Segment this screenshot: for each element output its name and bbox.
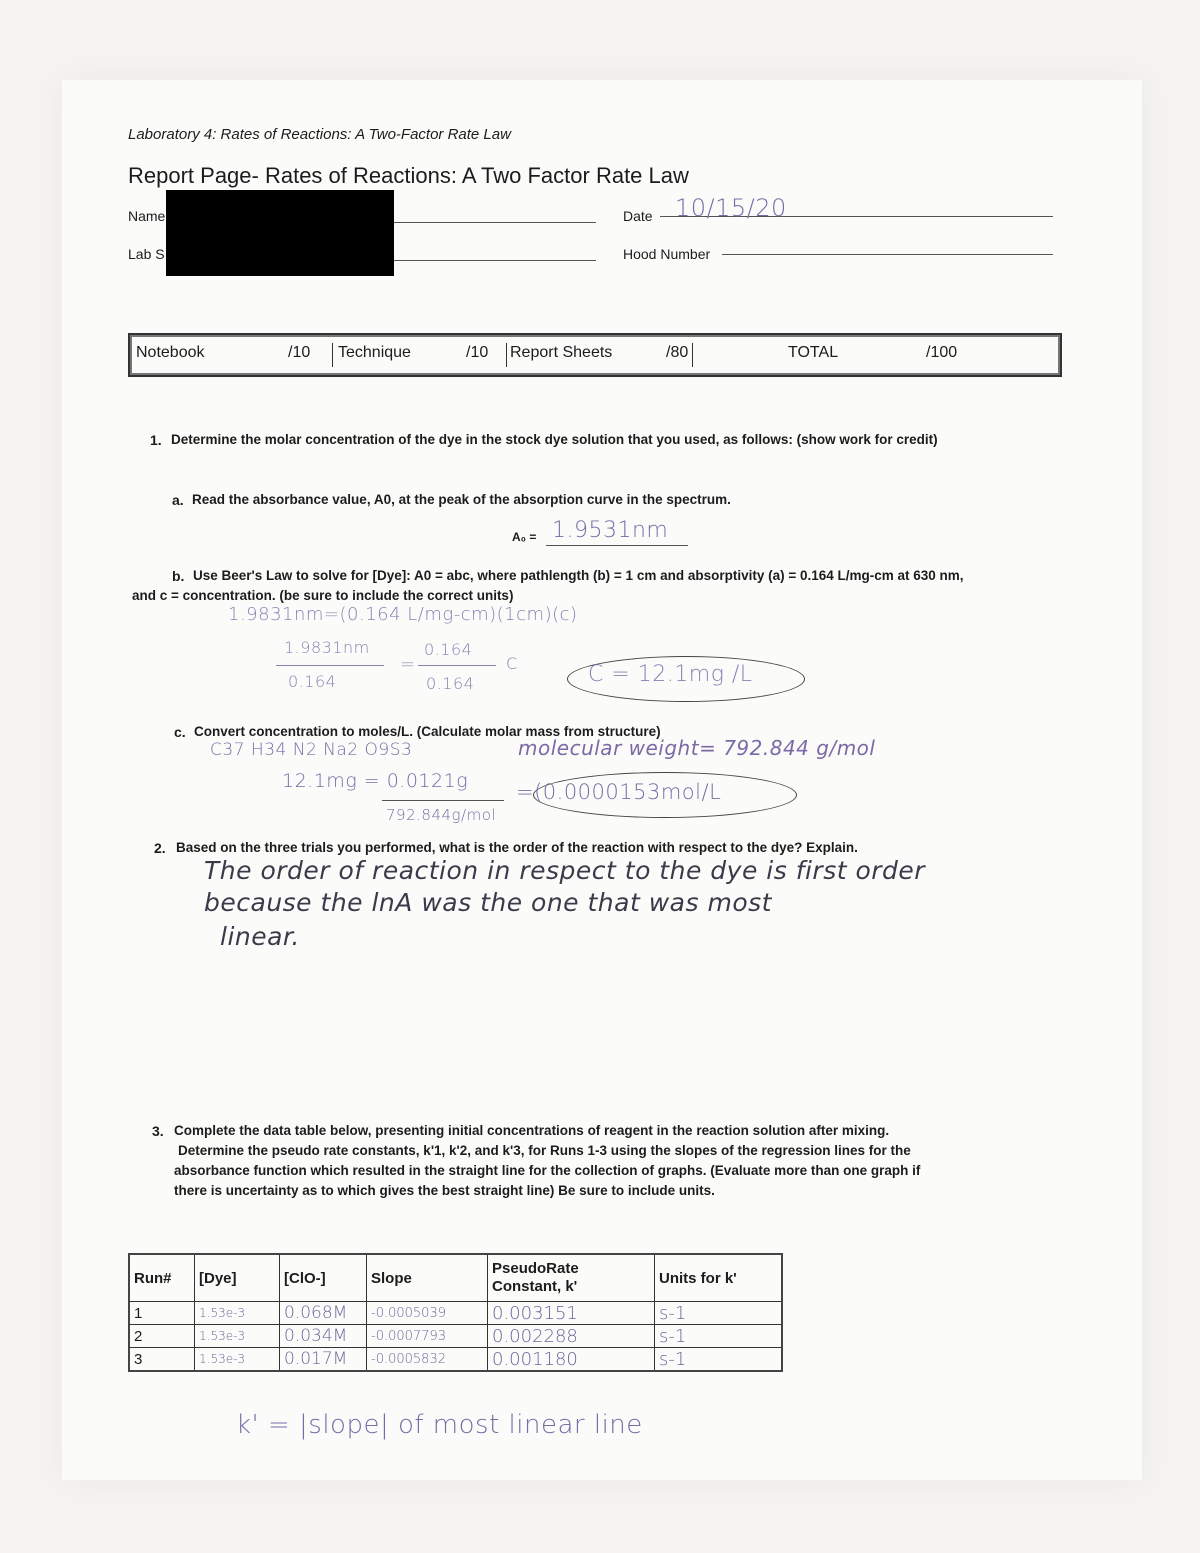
q1b-text: Use Beer's Law to solve for [Dye]: A0 = abc, where pathlength (b) = 1 cm and absorptivity (a) = 0.164 L/mg-cm at 630 nm, [193, 568, 964, 583]
cell-units: s-1 [655, 1325, 783, 1348]
date-value: 10/15/20 [675, 194, 787, 222]
table-row [129, 1325, 782, 1348]
q1-number: 1. [150, 432, 162, 448]
a0-value: 1.9531nm [552, 518, 669, 543]
cell-clo: 0.068M [280, 1302, 367, 1325]
header-units: Units for k' [655, 1254, 783, 1302]
q1b-text-line2: and c = concentration. (be sure to include the correct units) [132, 588, 514, 603]
grade-report-max: /80 [666, 344, 689, 361]
grading-box [128, 333, 1062, 377]
molarity-answer: =(0.0000153mol/L [516, 780, 722, 804]
hood-line [722, 254, 1053, 255]
name-label: Name [128, 208, 166, 224]
beer-denominator-2: 0.164 [426, 674, 475, 693]
grade-notebook-max: /10 [288, 344, 311, 361]
concentration-answer: C = 12.1mg /L [588, 662, 753, 687]
redaction-block [166, 190, 394, 276]
molecular-weight: molecular weight= 792.844 g/mol [518, 736, 876, 760]
fraction-bar [418, 665, 496, 666]
cell-units: s-1 [655, 1348, 783, 1372]
cell-k: 0.003151 [488, 1302, 655, 1325]
beer-law-work: 1.9831nm=(0.164 L/mg-cm)(1cm)(c) [228, 604, 578, 625]
k-note: k' = |slope| of most linear line [236, 1410, 643, 1440]
cell-slope: -0.0005832 [367, 1348, 488, 1372]
data-table [128, 1253, 783, 1372]
q1-text: Determine the molar concentration of the dye in the stock dye solution that you used, as follows: (show work for credit) [171, 432, 938, 447]
q1a-label: a. [172, 492, 184, 508]
date-label: Date [623, 208, 653, 224]
a0-label: A₀ = [512, 530, 537, 544]
cell-run: 2 [129, 1325, 195, 1348]
q3-text-line3: absorbance function which resulted in the straight line for the collection of graphs. (Evaluate more than one graph if [174, 1163, 921, 1178]
cell-dye: 1.53e-3 [195, 1325, 280, 1348]
fraction-bar [276, 665, 384, 666]
a0-line [546, 545, 688, 546]
q1c-text: Convert concentration to moles/L. (Calculate molar mass from structure) [194, 724, 661, 739]
header-run: Run# [129, 1254, 195, 1302]
table-header-row [129, 1254, 782, 1302]
dye-formula: C37 H34 N2 Na2 O9S3 [210, 740, 413, 760]
hood-label: Hood Number [623, 246, 711, 262]
q1b-label: b. [172, 568, 185, 584]
grade-report-label: Report Sheets [510, 344, 613, 361]
q1c-label: c. [174, 724, 186, 740]
q2-answer-line1: The order of reaction in respect to the dye is first order [204, 856, 926, 885]
table-row [129, 1348, 782, 1372]
q1a-text: Read the absorbance value, A0, at the peak of the absorption curve in the spectrum. [192, 492, 731, 507]
table-row [129, 1302, 782, 1325]
mass-conversion: 12.1mg = 0.0121g [282, 770, 469, 792]
header-pseudo-rate: PseudoRate Constant, k' [488, 1254, 655, 1302]
cell-k: 0.001180 [488, 1348, 655, 1372]
q2-answer-line3: linear. [220, 922, 300, 951]
q3-text-line1: Complete the data table below, presenting initial concentrations of reagent in the reaction solution after mixing. [174, 1123, 890, 1138]
beer-equals: = [400, 654, 416, 675]
beer-c: C [506, 654, 518, 673]
cell-dye: 1.53e-3 [195, 1302, 280, 1325]
grade-total-label: TOTAL [788, 344, 839, 361]
cell-slope: -0.0007793 [367, 1325, 488, 1348]
cell-dye: 1.53e-3 [195, 1348, 280, 1372]
grade-notebook-label: Notebook [136, 344, 205, 361]
cell-run: 1 [129, 1302, 195, 1325]
q3-text-line4: there is uncertainty as to which gives the best straight line) Be sure to include units. [174, 1183, 715, 1198]
header-clo: [ClO-] [280, 1254, 367, 1302]
header-slope: Slope [367, 1254, 488, 1302]
header-dye: [Dye] [195, 1254, 280, 1302]
grade-technique-max: /10 [466, 344, 489, 361]
cell-slope: -0.0005039 [367, 1302, 488, 1325]
grade-total-max: /100 [926, 344, 958, 361]
cell-clo: 0.034M [280, 1325, 367, 1348]
report-title: Report Page- Rates of Reactions: A Two Factor Rate Law [128, 163, 689, 188]
lab-section-label: Lab S [128, 246, 165, 262]
beer-numerator: 1.9831nm [284, 638, 370, 657]
grade-divider [332, 343, 333, 367]
beer-denominator: 0.164 [288, 672, 337, 691]
lab-title: Laboratory 4: Rates of Reactions: A Two-Factor Rate Law [128, 126, 511, 143]
q3-number: 3. [152, 1123, 164, 1139]
beer-numerator-2: 0.164 [424, 640, 473, 659]
q3-text-line2: Determine the pseudo rate constants, k'1, k'2, and k'3, for Runs 1-3 using the slopes of the regression lines for the [178, 1143, 911, 1158]
grade-divider [692, 343, 693, 367]
fraction-bar [382, 800, 504, 801]
q2-number: 2. [154, 840, 166, 856]
cell-clo: 0.017M [280, 1348, 367, 1372]
grade-divider [506, 343, 507, 367]
cell-k: 0.002288 [488, 1325, 655, 1348]
grade-technique-label: Technique [338, 344, 411, 361]
q2-answer-line2: because the lnA was the one that was most [204, 888, 772, 917]
cell-run: 3 [129, 1348, 195, 1372]
cell-units: s-1 [655, 1302, 783, 1325]
q2-text: Based on the three trials you performed, what is the order of the reaction with respect to the dye? Explain. [176, 840, 858, 855]
molar-mass-denominator: 792.844g/mol [386, 806, 497, 824]
